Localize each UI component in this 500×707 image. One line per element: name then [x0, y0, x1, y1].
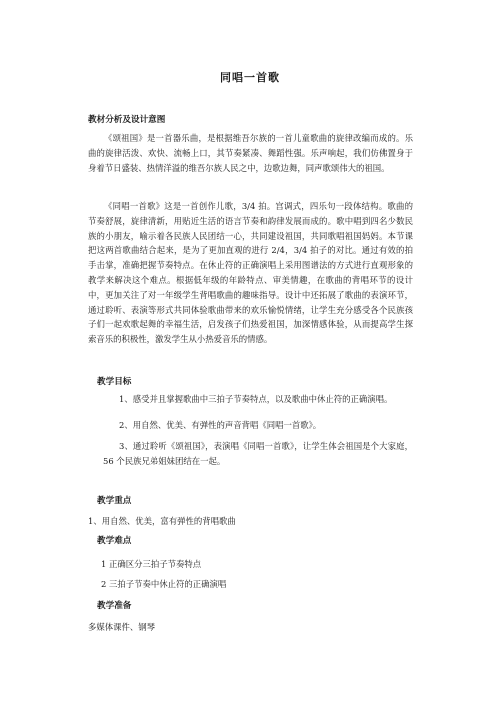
goal-item-2: 2、用自然、优美、有弹性的声音背唱《同唱一首歌》。: [119, 420, 322, 430]
difficulty-item-2: 2 三拍子节奏中休止符的正确演唱: [101, 579, 227, 589]
section-heading-prep: 教学准备: [97, 601, 132, 611]
section-heading-analysis: 教材分析及设计意图: [88, 115, 166, 125]
document-title: 同唱一首歌: [220, 71, 280, 84]
goal-item-3: 3、通过聆听《颂祖国》，表演唱《同唱一首歌》，让学生体会祖国是个大家庭，56 个民族兄弟姐妹团结在一起。: [103, 441, 413, 466]
difficulty-item-1: 1 正确区分三拍子节奏特点: [101, 559, 202, 569]
section-heading-difficulty: 教学难点: [97, 536, 132, 546]
section-heading-goals: 教学目标: [97, 377, 132, 387]
analysis-paragraph-2: 《同唱一首歌》这是一首创作儿歌，3/4 拍。宫调式，四乐句一段体结构。歌曲的节奏舒展，旋律清新，用贴近生活的语言节奏和韵律发展而成的。歌中唱到四名少数民族的小朋友，喻示着各民族人民团结一心，共同建设祖国，共同歌唱祖国妈妈。本节课把这两首歌曲结合起来，是为了更加直观的进行 2/4，3/4 拍子的对比。通过有效的拍手击掌，准确把握节奏特点。在休止符的正确演唱上采用图谱法的方式进行直观形象的教学来解决这个难点。根据低年级的年龄特点、审美情趣，在歌曲的背唱环节的设计中，更加关注了对一年级学生背唱歌曲的趣味指导。设计中还拓展了歌曲的表演环节，通过聆听、表演等形式共同体验歌曲带来的欢乐愉悦情绪，让学生充分感受各个民族孩子们一起欢歌起舞的幸福生活，启发孩子们热爱祖国，加深情感体验，从而提高学生探索音乐的积极性，激发学生从小热爱音乐的情感。: [88, 201, 413, 345]
goal-item-1: 1、感受并且掌握歌曲中三拍子节奏特点，以及歌曲中休止符的正确演唱。: [119, 394, 393, 404]
section-heading-key: 教学重点: [97, 496, 132, 506]
prep-item-1: 多媒体课件、钢琴: [88, 622, 155, 632]
key-item-1: 1、用自然、优美，富有弹性的背唱歌曲: [88, 516, 236, 526]
analysis-paragraph-1: 《颂祖国》是一首器乐曲，是根据维吾尔族的一首儿童歌曲的旋律改编而成的。乐曲的旋律活泼、欢快、流畅上口，其节奏紧凑、舞蹈性强。乐声响起，我们仿佛置身于身着节日盛装、热情洋溢的维吾尔族人民之中，边歌边舞，同声歌颂伟大的祖国。: [88, 133, 413, 173]
